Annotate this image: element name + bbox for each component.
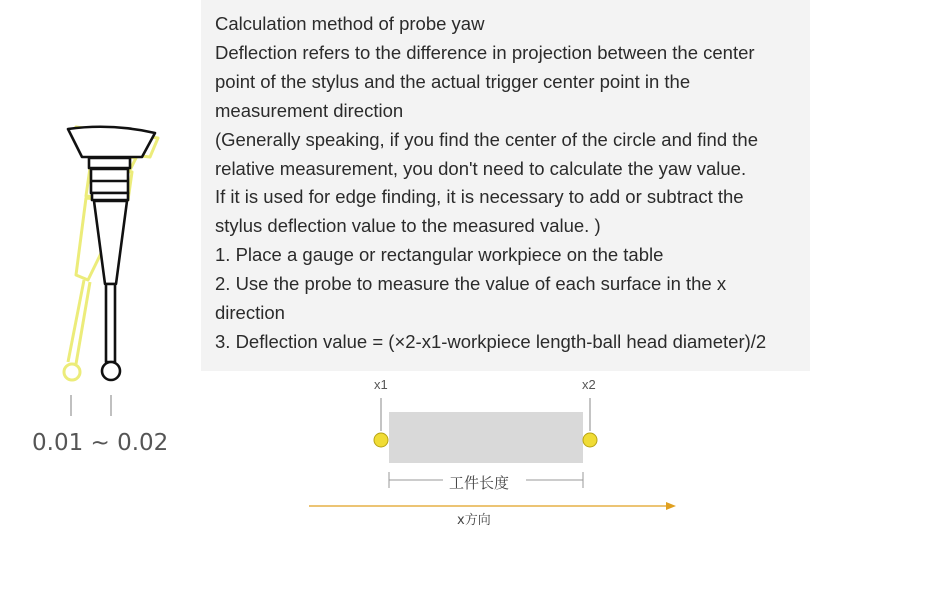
workpiece-length-label: 工件长度 bbox=[449, 474, 510, 492]
explanation-line: measurement direction bbox=[215, 99, 404, 121]
workpiece bbox=[389, 412, 583, 463]
explanation-line: If it is used for edge finding, it is necessary to add or subtract the bbox=[215, 186, 744, 208]
x2-label: x2 bbox=[582, 377, 596, 392]
explanation-line: relative measurement, you don't need to calculate the yaw value. bbox=[215, 157, 747, 179]
explanation-line: stylus deflection value to the measured value. ) bbox=[215, 215, 601, 237]
deflection-range-label: 0.01 ~ 0.02 bbox=[32, 430, 169, 456]
explanation-line: Deflection refers to the difference in projection between the center bbox=[215, 41, 755, 63]
explanation-line: point of the stylus and the actual trigger center point in the bbox=[215, 70, 691, 92]
x-direction-label: x方向 bbox=[457, 513, 491, 528]
contact-point-x1 bbox=[374, 433, 388, 447]
step-3-formula: 3. Deflection value = (×2-x1-workpiece length-ball head diameter)/2 bbox=[215, 330, 767, 352]
step-2: 2. Use the probe to measure the value of each surface in the x bbox=[215, 273, 727, 295]
x1-label: x1 bbox=[374, 377, 388, 392]
step-2-continued: direction bbox=[215, 302, 285, 324]
contact-point-x2 bbox=[583, 433, 597, 447]
x-direction-arrow bbox=[309, 502, 676, 510]
explanation-line: (Generally speaking, if you find the center of the circle and find the bbox=[215, 128, 758, 150]
explanation-title: Calculation method of probe yaw bbox=[215, 13, 485, 34]
step-1: 1. Place a gauge or rectangular workpiece on the table bbox=[215, 244, 664, 266]
